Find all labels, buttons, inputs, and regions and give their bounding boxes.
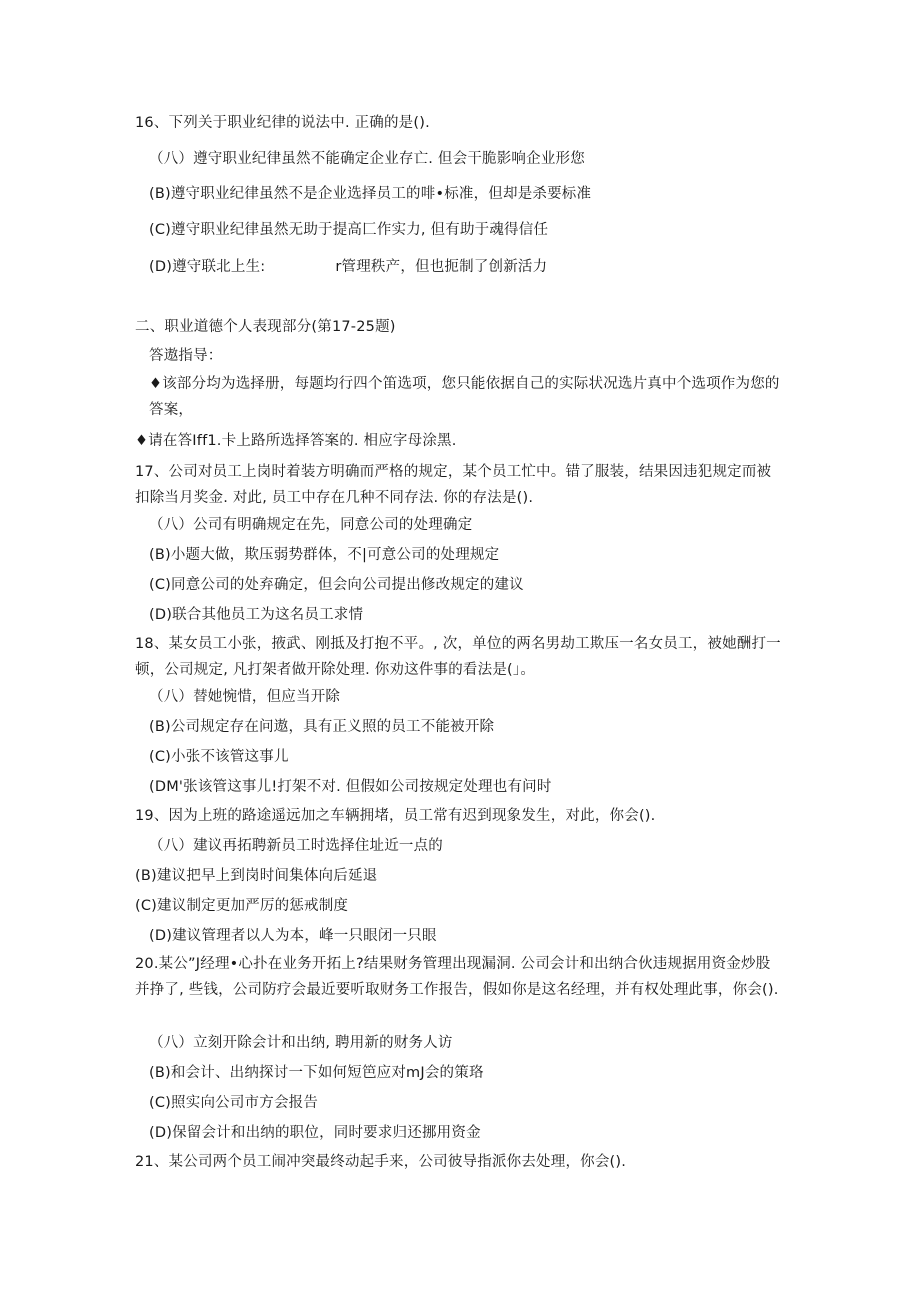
q20-stem: 20.某公”J经理•心扑在业务开拓上?结果财务管理出现漏洞. 公司会计和出纳合伙违规据用资金炒股并挣了, 些钱，公司防疗会最近要听取财务工作报告，假如你是这名经理，并有权处理此事，你会(). bbox=[135, 956, 779, 998]
q16-option-d-part2: r管理秩产，但也扼制了创新活力 bbox=[335, 259, 548, 275]
section-title: 二、职业道德个人表现部分(第17-25题) bbox=[135, 319, 396, 335]
q19-option-a: （八）建议再拓聘新员工时选择住址近一点的 bbox=[149, 838, 443, 854]
q19-option-b: (B)建议把早上到岗时间集体向后延退 bbox=[135, 868, 378, 884]
q19-stem: 19、因为上班的路途遥远加之车辆拥堵，员工常有迟到现象发生，对此，你会(). bbox=[135, 808, 656, 824]
q20-option-d: (D)保留会计和出纳的职位，同时要求归还挪用资金 bbox=[149, 1125, 481, 1141]
q20-option-b: (B)和会计、出纳探讨一下如何短笆应对mJ会的策珞 bbox=[149, 1065, 484, 1081]
q16-option-c: (C)遵守职业纪律虽然无助于提高匚作实力, 但有助于魂得信任 bbox=[149, 222, 549, 238]
q18-option-b: (B)公司规定存在问遨，具有正义照的员工不能被开除 bbox=[149, 719, 495, 735]
q19-option-c: (C)建议制定更加严厉的惩戒制度 bbox=[135, 898, 349, 914]
guide-rule-1-text: ♦该部分均为选择册，每题均行四个笛选项，您只能依据自己的实际状况选片真中个选项作为您的答案， bbox=[149, 376, 780, 418]
q21-stem: 21、某公司两个员工闹冲突最终动起手来，公司彼导指派你去处理，你会(). bbox=[135, 1154, 627, 1170]
guide-title: 答遨指导： bbox=[149, 348, 223, 364]
q17-option-c: (C)同意公司的处弃确定，但会向公司提出修改规定的建议 bbox=[149, 577, 524, 593]
q18-option-d: (DM'张该管这事儿!打架不对. 但假如公司按规定处理也有问时 bbox=[149, 779, 552, 795]
guide-rule-2: ♦请在答Iff1.卡上路所选择答案的. 相应字母涂黑. bbox=[135, 433, 457, 449]
q17-option-d: (D)联合其他员工为这名员工求情 bbox=[149, 607, 364, 623]
q16-option-d bbox=[149, 257, 547, 277]
q16-option-a: （八）遵守职业纪律虽然不能确定企业存亡. 但会干脆影响企业形您 bbox=[149, 151, 585, 167]
q18-stem: 18、某女员工小张，掖武、刚抵及打抱不平。, 次，单位的两名男劫工欺压一名女员工，被她酬打一顿，公司规定, 凡打架者做开除处理. 你劝这件事的看法是(」。 bbox=[135, 636, 781, 678]
q16-stem: 16、下列关于职业纪律的说法中. 正确的是(). bbox=[135, 115, 430, 131]
q16-option-d-part1: (D)遵守联北上生: bbox=[149, 259, 266, 275]
q19-option-d: (D)建议管理者以人为本，峰一只眼闭一只眼 bbox=[149, 928, 437, 944]
q20-option-c: (C)照实向公司市方会报告 bbox=[149, 1095, 319, 1111]
q17-option-a: （八）公司有明确规定在先，同意公司的处理确定 bbox=[149, 517, 473, 533]
q17-stem: 17、公司对员工上岗时着装方明确而严格的规定，某个员工忙中。错了服装，结果因违犯规定而被扣除当月奖金. 对此, 员工中存在几种不同存法. 你的存法是(). bbox=[135, 464, 772, 506]
guide-rule-1 bbox=[149, 371, 789, 423]
q18-option-a: （八）替她惋惜，但应当开除 bbox=[149, 689, 341, 705]
q20-option-a: （八）立刻开除会计和出纳, 聘用新的财务人访 bbox=[149, 1035, 453, 1051]
q17-option-b: (B)小题大做，欺压弱势群体，不|可意公司的处理规定 bbox=[149, 547, 500, 563]
q16-option-b: (B)遵守职业纪律虽然不是企业选择员工的啡•标准，但却是杀要标准 bbox=[149, 186, 592, 202]
q18-option-c: (C)小张不该管这事儿 bbox=[149, 749, 289, 765]
